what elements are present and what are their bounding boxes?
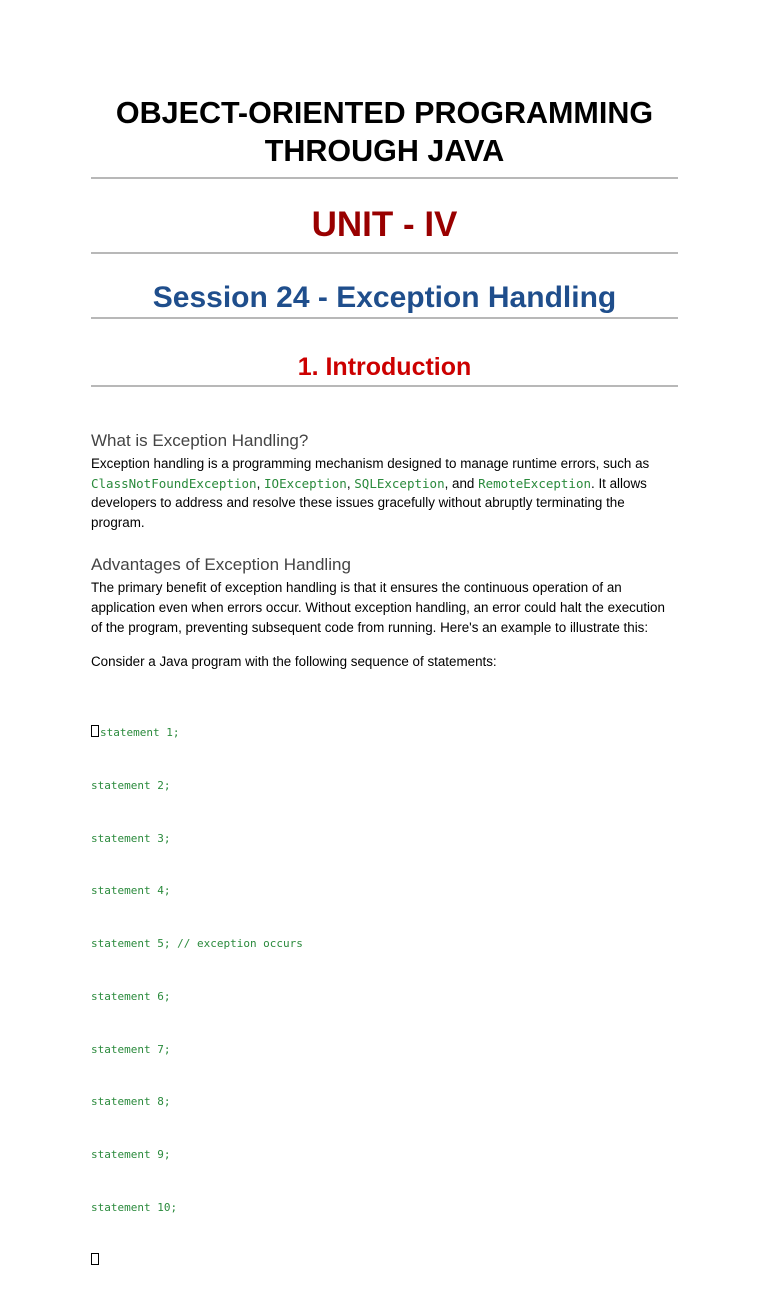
code-line: statement 10;	[91, 1200, 178, 1214]
code-block	[91, 689, 678, 1305]
code-line: statement 7;	[91, 1042, 171, 1056]
divider	[91, 317, 678, 319]
section-title: 1. Introduction	[297, 353, 472, 381]
code-line	[91, 724, 678, 742]
exception-remote: RemoteException	[478, 475, 591, 491]
code-line: statement 9;	[91, 1148, 171, 1162]
what-is-paragraph	[91, 454, 678, 532]
advantages-heading: Advantages of Exception Handling	[91, 555, 351, 575]
code-line: statement 8;	[91, 1095, 171, 1109]
code-line: statement 2;	[91, 778, 171, 792]
what-is-text-after: . It allows developers to address and resolve these issues gracefully without abruptly terminating the program.	[91, 475, 647, 530]
code-line: statement 5; // exception occurs	[91, 937, 303, 951]
document-title	[91, 92, 678, 170]
divider	[91, 177, 678, 179]
separator: ,	[346, 475, 355, 491]
code-line: statement 3;	[91, 831, 171, 845]
exception-classnotfound: ClassNotFoundException	[91, 475, 257, 491]
what-is-heading: What is Exception Handling?	[91, 431, 309, 450]
session-title: Session 24 - Exception Handling	[152, 281, 617, 314]
advantages-paragraph: The primary benefit of exception handling is that it ensures the continuous operation of an application even when errors occur. Without exception handling, an error could halt the execution of the program, preventing subsequent code from running. Here's an example to illustrate this:	[91, 580, 665, 635]
missing-glyph-icon	[91, 1253, 99, 1265]
code-line: statement 4;	[91, 884, 171, 898]
title-line-1: OBJECT-ORIENTED PROGRAMMING	[115, 96, 654, 130]
separator: , and	[444, 475, 479, 491]
divider	[91, 385, 678, 387]
exception-sql: SQLException	[354, 475, 445, 491]
code-line-text: statement 1;	[100, 725, 180, 739]
divider	[91, 252, 678, 254]
document-page	[91, 92, 678, 1305]
missing-glyph-icon	[91, 725, 99, 737]
consider-paragraph: Consider a Java program with the following sequence of statements:	[91, 654, 497, 670]
code-line: statement 6;	[91, 989, 171, 1003]
separator: ,	[256, 475, 265, 491]
exception-io: IOException	[264, 475, 347, 491]
title-line-2: THROUGH JAVA	[264, 134, 505, 168]
unit-title: UNIT - IV	[311, 205, 458, 244]
what-is-text-before: Exception handling is a programming mechanism designed to manage runtime errors, such as	[91, 456, 650, 471]
code-line	[91, 1252, 678, 1270]
